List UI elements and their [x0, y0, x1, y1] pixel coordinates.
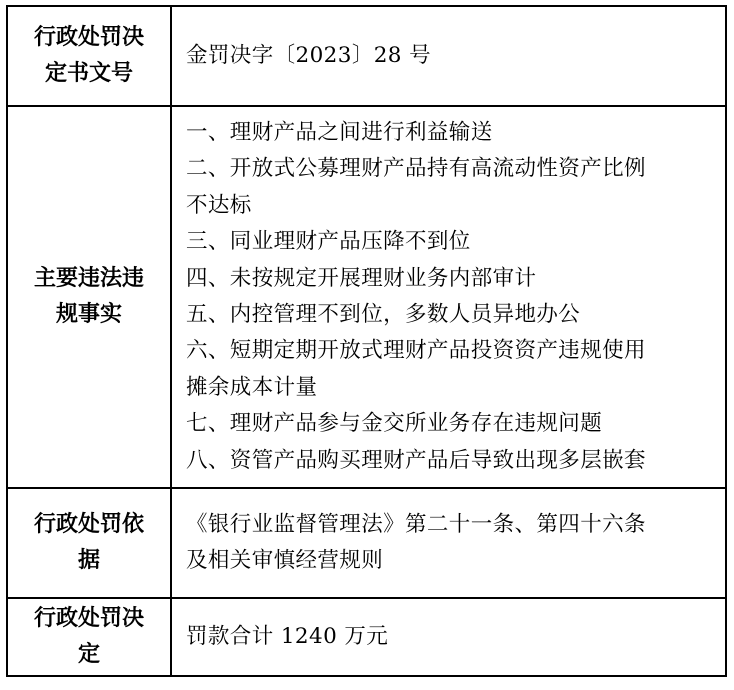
label-line: 规事实 [55, 302, 122, 327]
label-cell-penalty-decision [7, 598, 171, 676]
content-cell-decision-number [171, 6, 726, 106]
label-cell-decision-number [7, 6, 171, 106]
content-cell-legal-basis [171, 488, 726, 598]
legal-basis-text: 及相关审慎经营规则 [186, 548, 384, 573]
table-row-legal-basis [7, 488, 726, 598]
label-line: 主要违法违 [33, 266, 144, 291]
label-cell-violation-facts [7, 106, 171, 488]
label-line: 行政处罚决 [33, 25, 144, 50]
violation-item: 七、理财产品参与金交所业务存在违规问题 [186, 411, 603, 437]
label-line: 定书文号 [44, 61, 133, 86]
violation-item: 三、同业理财产品压降不到位 [186, 229, 471, 255]
label-line: 定 [77, 642, 100, 667]
label-line: 行政处罚决 [33, 606, 144, 631]
penalty-info-table [6, 5, 727, 677]
violation-item: 一、理财产品之间进行利益输送 [186, 119, 493, 145]
violation-item: 二、开放式公募理财产品持有高流动性资产比例 [186, 156, 646, 182]
table-row-decision-number [7, 6, 726, 106]
table-row-penalty-decision [7, 598, 726, 676]
violation-item-continuation: 不达标 [186, 192, 252, 218]
content-cell-violation-facts [171, 106, 726, 488]
penalty-amount-text: 罚款合计 1240 万元 [186, 623, 389, 649]
content-cell-penalty-decision [171, 598, 726, 676]
violation-item: 八、资管产品购买理财产品后导致出现多层嵌套 [186, 447, 646, 473]
decision-number-text: 金罚决字〔2023〕28 号 [186, 42, 432, 68]
label-line: 行政处罚依 [33, 512, 144, 537]
legal-basis-text: 《银行业监督管理法》第二十一条、第四十六条 [186, 511, 646, 537]
violation-item: 六、短期定期开放式理财产品投资资产违规使用 [186, 338, 646, 364]
label-line: 据 [77, 548, 100, 573]
table-row-violation-facts [7, 106, 726, 488]
violation-item: 五、内控管理不到位，多数人员异地办公 [186, 302, 581, 327]
violation-item: 四、未按规定开展理财业务内部审计 [186, 265, 537, 291]
label-cell-legal-basis [7, 488, 171, 598]
violation-item-continuation: 摊余成本计量 [186, 374, 318, 400]
